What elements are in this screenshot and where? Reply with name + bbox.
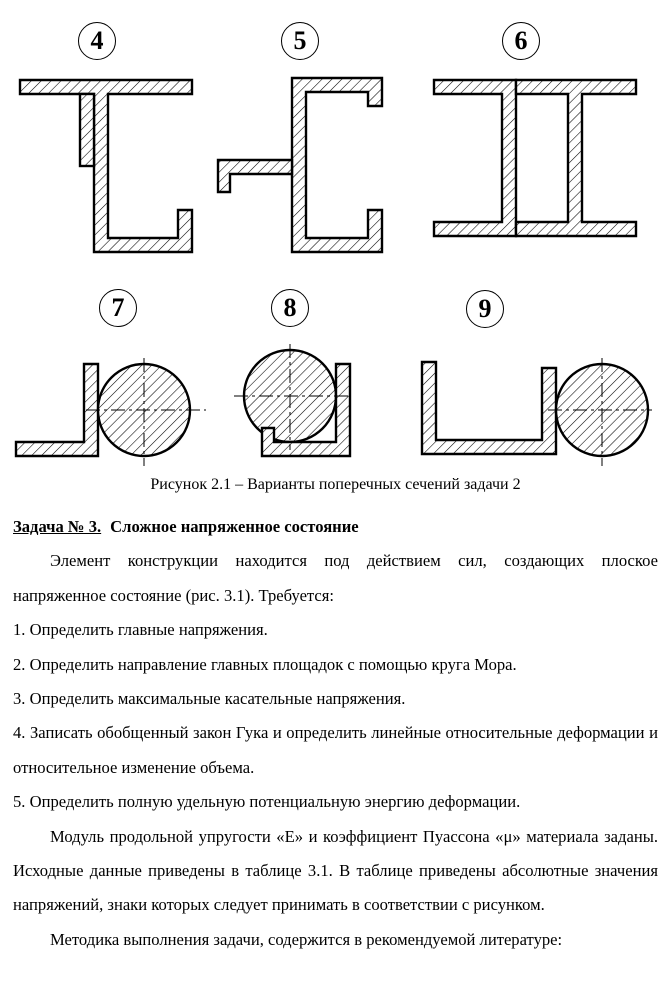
section-9-drawing xyxy=(414,354,654,468)
task-method-paragraph: Методика выполнения задачи, содержится в рекомендуемой литературе: xyxy=(50,929,563,949)
channel-shape xyxy=(434,80,516,236)
channel-shape xyxy=(422,362,556,454)
task-item-3: 3. Определить максимальные касательные напряжения. xyxy=(13,689,406,709)
figure-label-8-text: 8 xyxy=(283,293,297,322)
task-heading-number: Задача № 3. xyxy=(13,517,102,536)
task-heading xyxy=(13,510,658,544)
figure-caption: Рисунок 2.1 – Варианты поперечных сечений задачи 2 xyxy=(150,476,521,493)
angle-shape xyxy=(16,364,98,456)
figure-label-4 xyxy=(78,22,116,60)
figure-label-6 xyxy=(502,22,540,60)
section-4-drawing xyxy=(12,70,204,262)
figure-label-6-text: 6 xyxy=(514,26,528,55)
figure-label-7 xyxy=(99,289,137,327)
figure-label-9-text: 9 xyxy=(478,294,492,323)
angle-leg-shape xyxy=(218,160,292,192)
channel-with-top-flange-shape xyxy=(20,80,192,252)
section-7-drawing xyxy=(12,356,212,468)
figure-label-5-text: 5 xyxy=(293,26,307,55)
task-item-4: 4. Записать обобщенный закон Гука и определить линейные относительные деформации и относительное изменение объема. xyxy=(13,723,658,777)
task-item-2: 2. Определить направление главных площадок с помощью круга Мора. xyxy=(13,654,517,674)
channel-shape xyxy=(292,78,382,252)
section-8-drawing xyxy=(232,344,394,466)
task-item-1: 1. Определить главные напряжения. xyxy=(13,620,268,640)
figure-label-5 xyxy=(281,22,319,60)
figure-label-8 xyxy=(271,289,309,327)
figure-label-9 xyxy=(466,290,504,328)
task-intro: Элемент конструкции находится под действием сил, создающих плоское напряженное состояние (рис. 3.1). Требуется: xyxy=(13,551,658,605)
task-heading-title: Сложное напряженное состояние xyxy=(110,517,359,536)
section-6-drawing xyxy=(430,74,642,246)
task-materials-paragraph: Модуль продольной упругости «Е» и коэффициент Пуассона «μ» материала заданы. Исходные данные приведены в таблице 3.1. В таблице приведены абсолютные значения напряжений, знаки которых следует принимать в соответствии с рисунком. xyxy=(13,826,658,915)
plate-shape xyxy=(80,94,94,166)
task-text xyxy=(13,510,658,957)
task-item-5: 5. Определить полную удельную потенциальную энергию деформации. xyxy=(13,792,521,812)
section-5-drawing xyxy=(212,70,394,262)
figure-label-4-text: 4 xyxy=(90,26,104,55)
figure-label-7-text: 7 xyxy=(111,293,125,322)
cross-sections-figure xyxy=(0,0,671,472)
ibeam-shape xyxy=(516,80,636,236)
